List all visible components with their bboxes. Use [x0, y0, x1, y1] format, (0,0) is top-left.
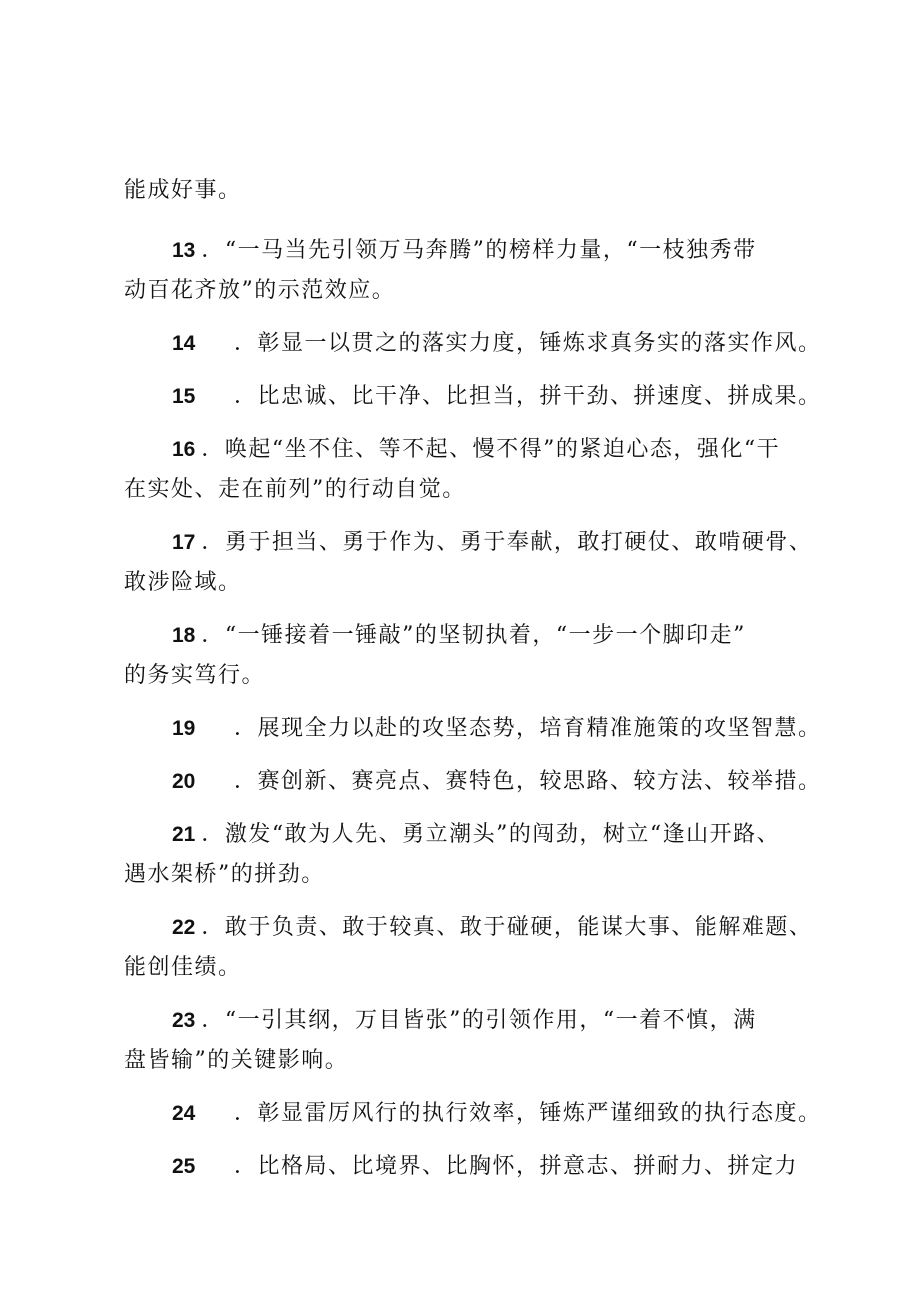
- list-item-19: [124, 709, 822, 749]
- list-item-15: [124, 377, 822, 417]
- item-text-continued: 盘皆输”的关键影响。: [124, 1048, 349, 1073]
- item-number: 22: [172, 916, 196, 939]
- item-number: 16: [172, 438, 196, 461]
- intro-line: 能成好事。: [124, 178, 242, 203]
- item-text: ．敢于负责、敢于较真、敢于碰硬，能谋大事、能解难题、: [201, 915, 813, 940]
- item-text: ．唤起“坐不住、等不起、慢不得”的紧迫心态，强化“干: [201, 437, 781, 462]
- list-item-14: [124, 324, 822, 364]
- item-number: 15: [172, 385, 196, 408]
- item-number: 17: [172, 531, 196, 554]
- list-item-21: [124, 815, 814, 895]
- item-number: 18: [172, 624, 196, 647]
- item-text-continued: 遇水架桥”的拼劲。: [124, 862, 325, 887]
- item-number: 21: [172, 823, 196, 846]
- item-text: ．彰显雷厉风行的执行效率，锤炼严谨细致的执行态度。: [234, 1101, 822, 1126]
- item-text: ．激发“敢为人先、勇立潮头”的闯劲，树立“逢山开路、: [201, 822, 781, 847]
- item-text: ．赛创新、赛亮点、赛特色，较思路、较方法、较举措。: [234, 769, 822, 794]
- item-text: ．“一引其纲，万目皆张”的引领作用，“一着不慎，满: [201, 1008, 757, 1033]
- item-text: ．展现全力以赴的攻坚态势，培育精准施策的攻坚智慧。: [234, 716, 822, 741]
- item-text: ．“一马当先引领万马奔腾”的榜样力量，“一枝独秀带: [201, 238, 757, 263]
- item-text-continued: 动百花齐放”的示范效应。: [124, 278, 396, 303]
- item-text-continued: 能创佳绩。: [124, 955, 242, 980]
- list-item-16: [124, 430, 814, 510]
- item-number: 19: [172, 717, 196, 740]
- list-item-13: [124, 231, 814, 311]
- list-item-18: [124, 616, 814, 696]
- item-text-continued: 敢涉险域。: [124, 570, 242, 595]
- list-item-25: [124, 1147, 814, 1187]
- item-number: 25: [172, 1155, 196, 1178]
- item-text: ．比格局、比境界、比胸怀，拼意志、拼耐力、拼定力: [234, 1154, 799, 1179]
- list-item-22: [124, 908, 814, 988]
- item-text-continued: 的务实笃行。: [124, 663, 266, 688]
- list-item-17: [124, 523, 814, 603]
- document-body: [124, 171, 822, 1200]
- list-item-23: [124, 1001, 814, 1081]
- item-number: 24: [172, 1102, 196, 1125]
- item-text: ．比忠诚、比干净、比担当，拼干劲、拼速度、拼成果。: [234, 384, 822, 409]
- list-item-20: [124, 762, 822, 802]
- item-number: 14: [172, 332, 196, 355]
- item-text: ．彰显一以贯之的落实力度，锤炼求真务实的落实作风。: [234, 331, 822, 356]
- list-item-24: [124, 1094, 822, 1134]
- item-text: ．勇于担当、勇于作为、勇于奉献，敢打硬仗、敢啃硬骨、: [201, 530, 813, 555]
- item-number: 23: [172, 1009, 196, 1032]
- item-number: 13: [172, 239, 196, 262]
- item-text-continued: 在实处、走在前列”的行动自觉。: [124, 477, 466, 502]
- item-number: 20: [172, 770, 196, 793]
- item-text: ．“一锤接着一锤敲”的坚韧执着，“一步一个脚印走”: [201, 623, 746, 648]
